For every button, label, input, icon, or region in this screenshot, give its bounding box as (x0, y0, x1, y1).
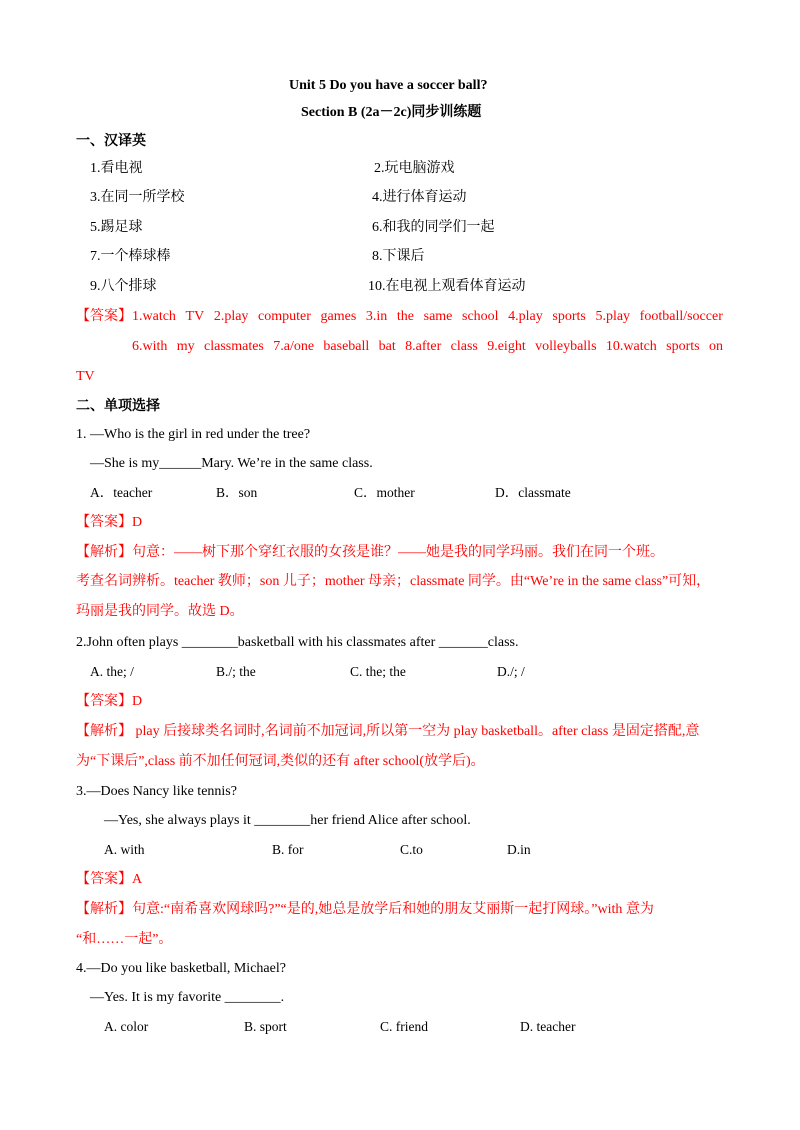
translation-item: 4.进行体育运动 (372, 190, 467, 205)
answer-word: 1.watch (132, 309, 176, 324)
answer-word: baseball (323, 339, 370, 354)
analysis: 为“下课后”,class 前不加任何冠词,类似的还有 after school(放学后)。 (76, 754, 485, 769)
translation-item: 2.玩电脑游戏 (374, 161, 455, 176)
translation-item: 7.一个棒球棒 (90, 249, 171, 264)
answer-word: 3.in (365, 309, 388, 324)
option: C．mother (354, 485, 415, 500)
option: B. sport (244, 1019, 287, 1034)
answer-word: computer (258, 309, 311, 324)
option: D．classmate (495, 485, 571, 500)
analysis: 【解析】句意：——树下那个穿红衣服的女孩是谁？——她是我的同学玛丽。我们在同一个班。 (76, 545, 664, 560)
translation-item: 6.和我的同学们一起 (372, 220, 495, 235)
answer-word: TV (185, 309, 205, 324)
translation-item: 8.下课后 (372, 249, 425, 264)
option: B．son (216, 485, 258, 500)
answer-word: 2.play (213, 309, 249, 324)
option: C.to (400, 842, 423, 857)
answer-word: my (176, 339, 195, 354)
analysis: 玛丽是我的同学。故选 D。 (76, 604, 244, 619)
section-heading-translation: 一、汉译英 (76, 134, 146, 149)
option: C. friend (380, 1019, 428, 1034)
translation-item: 10.在电视上观看体育运动 (368, 279, 526, 294)
option: B. for (272, 842, 304, 857)
answer-word: same (423, 309, 453, 324)
question-stem: 2.John often plays ________basketball with his classmates after _______class. (76, 635, 519, 650)
answer-word: games (320, 309, 357, 324)
answer-word: football/soccer (639, 309, 723, 324)
answer-word: 6.with (132, 339, 168, 354)
answer-label: 【答案】 (76, 309, 132, 324)
answer-word: 5.play (595, 309, 631, 324)
analysis: 【解析】 play 后接球类名词时,名词前不加冠词,所以第一空为 play basketball。after class 是固定搭配,意 (76, 724, 700, 739)
answer-word: 10.watch (605, 339, 657, 354)
analysis: 【解析】句意:“南希喜欢网球吗?”“是的,她总是放学后和她的朋友艾丽斯一起打网球。”with 意为 (76, 902, 654, 917)
answer-word: classmates (204, 339, 264, 354)
answer-line (132, 307, 723, 327)
question-stem: 1. —Who is the girl in red under the tree? (76, 427, 311, 442)
answer-word: sports (552, 309, 586, 324)
option: A. with (104, 842, 145, 857)
answer-word: bat (378, 339, 396, 354)
question-line: —Yes. It is my favorite ________. (90, 990, 285, 1005)
option: A. the; / (90, 664, 134, 679)
option: D. teacher (520, 1019, 576, 1034)
question-stem: 3.—Does Nancy like tennis? (76, 784, 237, 799)
answer: 【答案】D (76, 694, 143, 709)
translation-item: 3.在同一所学校 (90, 190, 185, 205)
question-line: —Yes, she always plays it ________her friend Alice after school. (104, 813, 471, 828)
answer-word: sports (666, 339, 700, 354)
option: D.in (507, 842, 531, 857)
answer-word: 7.a/one (273, 339, 315, 354)
answer-word: on (708, 339, 723, 354)
question-stem: 4.—Do you like basketball, Michael? (76, 961, 286, 976)
answer: 【答案】A (76, 872, 143, 887)
answer-word: the (396, 309, 415, 324)
option: A. color (104, 1019, 149, 1034)
translation-item: 1.看电视 (90, 161, 143, 176)
option: B./; the (216, 664, 256, 679)
answer-word: class (450, 339, 478, 354)
question-line: —She is my______Mary. We’re in the same class. (90, 456, 373, 471)
analysis: “和……一起”。 (76, 932, 173, 947)
answer-word: volleyballs (535, 339, 597, 354)
answer-word: 4.play (508, 309, 543, 324)
answer-word: school (462, 309, 499, 324)
translation-item: 5.踢足球 (90, 220, 143, 235)
analysis: 考查名词辨析。teacher 教师；son 儿子；mother 母亲；classmate 同学。由“We’re in the same class”可知， (76, 574, 711, 589)
answer-word: 9.eight (487, 339, 526, 354)
option: C. the; the (350, 664, 406, 679)
section-heading-multiple-choice: 二、单项选择 (76, 399, 160, 414)
answer-line: TV (76, 369, 95, 384)
answer-word: 8.after (405, 339, 442, 354)
answer-line (132, 337, 723, 357)
translation-item: 9.八个排球 (90, 279, 157, 294)
option: A．teacher (90, 485, 153, 500)
option: D./; / (497, 664, 525, 679)
answer: 【答案】D (76, 515, 143, 530)
doc-subtitle: Section B (2a－2c)同步训练题 (301, 105, 482, 120)
doc-title: Unit 5 Do you have a soccer ball? (289, 78, 488, 93)
